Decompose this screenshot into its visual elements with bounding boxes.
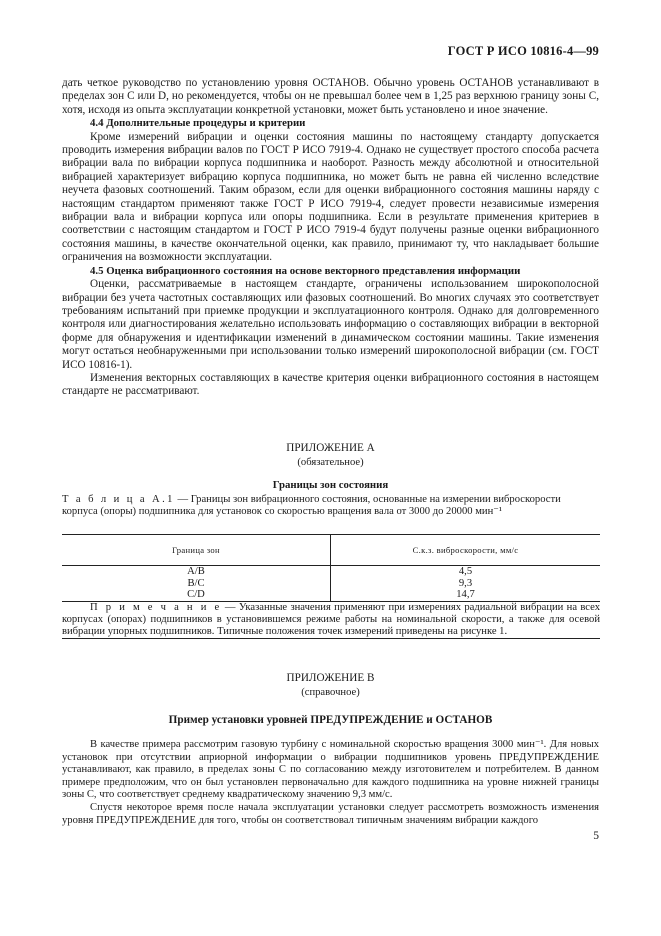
appendix-b-paragraph-2: Спустя некоторое время после начала эксплуатации установки следует рассмотреть возможность изменения уровня ПРЕДУПРЕЖДЕНИЕ для того, чтобы он соответствовал типичным значениям вибрации каждого [62,801,599,826]
page-number: 5 [593,830,599,842]
value-cell: 9,3 [458,577,473,589]
table-header-row [62,535,600,566]
appendix-b-paragraph-1: В качестве примера рассмотрим газовую турбину с номинальной скоростью вращения 3000 мин⁻¹. Для новых установок при отсутствии априорной информации о вибрации подшипников уровень ПРЕДУПРЕЖДЕНИЕ устанавливают, как правило, в пределах зоны С по согласованию между изготовителем и потребителем. В данном примере предположим, что он был установлен первоначально для каждого подшипника на уровне нижней границы зоны С, что соответствует среднему квадратическому значению 9,3 мм/с. [62,739,599,801]
section-4-4-heading: 4.4 Дополнительные процедуры и критерии [90,117,306,130]
header-velocity: С.к.з. виброскорости, мм/с [331,535,601,566]
section-4-5-heading: 4.5 Оценка вибрационного состояния на основе векторного представления информации [90,264,521,277]
value-cell: 14,7 [456,589,475,601]
appendix-a-title: ПРИЛОЖЕНИЕ А [286,442,375,454]
table-values-row [62,566,600,602]
value-column [331,566,601,602]
table-caption-text: — Границы зон вибрационного состояния, основанные на измерении виброскорости корпуса (опоры) подшипника для установок со скоростью вращения вала от 3000 до 20000 мин⁻¹ [62,494,561,518]
note-label: П р и м е ч а н и е [90,601,222,613]
zone-cell: A/B [187,566,205,577]
section-4-4-paragraph: Кроме измерений вибрации и оценки состояния машины по настоящему стандарту допускается проводить измерения вибрации валов по ГОСТ Р ИСО 7919-4. Однако не существует простого способа расчета вибрации вала по вибрации корпуса подшипника и наоборот. Разность между абсолютной и относительной вибрацией характеризует вибрацию корпуса подшипника, но может быть не равна ей численно вследствие неучета фазовых соотношений. Таким образом, если для оценки вибрационного состояния машины наряду с настоящим стандартом применяют также ГОСТ Р ИСО 7919-4, следует провести независимые измерения вибрации вала и вибрации корпуса или опоры подшипника. Если в результате применения критериев в соответствии с настоящим стандартом и ГОСТ Р ИСО 7919-4 будут получены разные оценки вибрационного состояния машины, в качестве окончательной оценки, как правило, принимают ту, что накладывает большие ограничения на возможности эксплуатации. [62,130,599,264]
section-4-5-paragraph-1: Оценки, рассматриваемые в настоящем стандарте, ограничены использованием широкополосной вибрации без учета частотных составляющих или фазовых соотношений. Во многих случаях это соответствует требованиям испытаний при приемке продукции и эксплуатационного контроля. Однако для долговременного контроля или диагностирования желательно использовать информацию о составляющих вибрации в векторной форме для обнаружения и идентификации изменений в динамическом состоянии машины. Такие изменения могут остаться необнаруженными при использовании только измерений широкополосной вибрации (см. ГОСТ ИСО 10816-1). [62,278,599,371]
appendix-b-heading: Пример установки уровней ПРЕДУПРЕЖДЕНИЕ и ОСТАНОВ [168,714,493,726]
zone-cell: B/C [187,577,205,589]
table-label: Т а б л и ц а А.1 [62,494,175,505]
table-note [62,601,600,639]
main-text-block [62,77,599,399]
appendix-a-status: (обязательное) [297,457,364,468]
zone-cell: C/D [187,589,205,601]
intro-paragraph: дать четкое руководство по установлению уровня ОСТАНОВ. Обычно уровень ОСТАНОВ устанавливают в пределах зон С или D, но рекомендуется, чтобы он не превышал более чем в 1,25 раз верхнюю границу зоны С, хотя, исходя из опыта эксплуатации конкретной установки, может быть установлено и иное значение. [62,77,599,116]
zones-table [62,534,600,639]
table-note-row [62,601,600,639]
appendix-b-status: (справочное) [301,687,360,698]
section-4-5-paragraph-2: Изменения векторных составляющих в качестве критерия оценки вибрационного состояния в настоящем стандарте не рассматривают. [62,371,599,398]
appendix-a-heading: Границы зон состояния [272,479,389,491]
table-caption [62,494,599,519]
header-zone-boundary: Граница зон [62,535,331,566]
zone-column [62,566,331,602]
appendix-b-text [62,739,599,827]
value-cell: 4,5 [458,566,473,577]
appendix-b-title: ПРИЛОЖЕНИЕ В [286,672,375,684]
note-text: — Указанные значения применяют при измерениях радиальной вибрации на всех корпусах (опорах) подшипников в установившемся режиме работы на номинальной скорости, а также для осевой вибрации упорных подшипников. Типичные положения точек измерений приведены на рисунке 1. [62,601,600,638]
document-header: ГОСТ Р ИСО 10816-4—99 [447,44,599,58]
